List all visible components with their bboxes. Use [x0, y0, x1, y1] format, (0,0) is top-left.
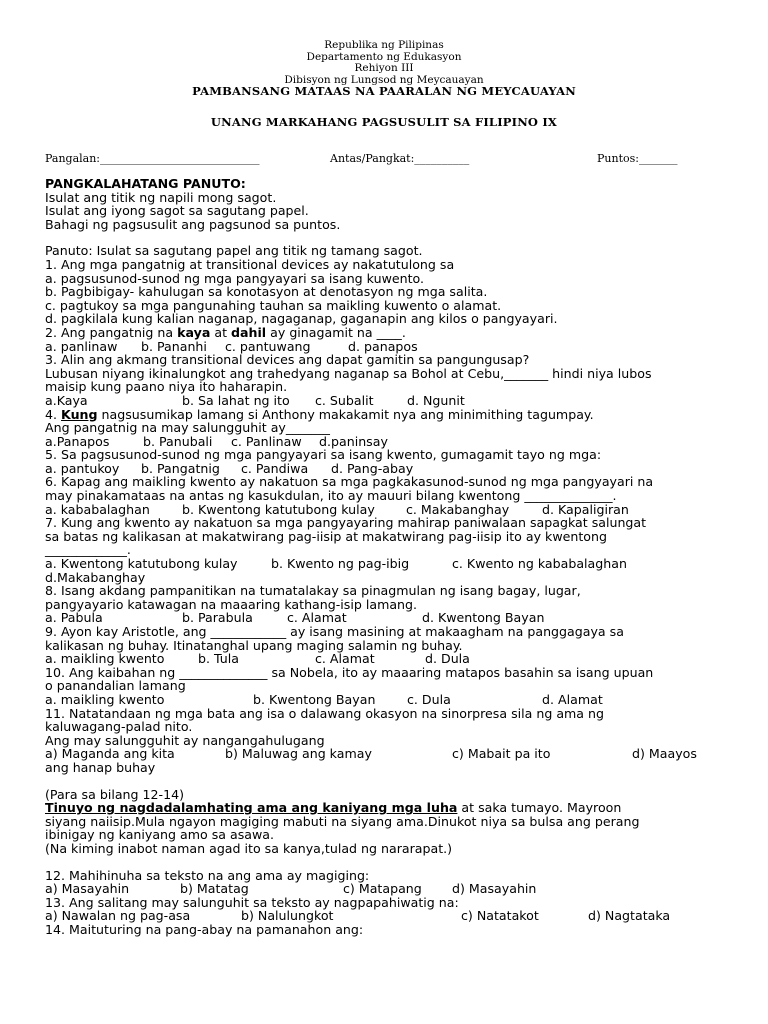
- question-5: 5. Sa pagsusunod-sunod ng mga pangyayari sa isang kwento, gumagamit tayo ng mga:: [45, 447, 602, 463]
- question-7: 7. Kung ang kwento ay nakatuon sa mga pangyayaring mahirap paniwalaan sapagkat salungat: [45, 515, 647, 531]
- q1-option-c: c. pagtukoy sa mga pangunahing tauhan sa maikling kuwento o alamat.: [45, 297, 502, 313]
- question-10-cont: o panandalian lamang: [45, 678, 186, 694]
- q1-option-d: d. pagkilala kung kalian naganap, nagaganap, gaganapin ang kilos o pangyayari.: [45, 311, 558, 327]
- question-1: 1. Ang mga pangatnig at transitional devices ay nakatutulong sa: [45, 256, 455, 272]
- exam-body: [45, 177, 735, 936]
- q4-sub: Ang pangatnig na may salungguhit ay_______: [45, 420, 330, 436]
- q1-option-a: a. pagsusunod-sunod ng mga pangyayari sa isang kuwento.: [45, 270, 425, 286]
- question-3: 3. Alin ang akmang transitional devices ang dapat gamitin sa pangungusap?: [45, 352, 530, 368]
- panuto-line: Panuto: Isulat sa sagutang papel ang titik ng tamang sagot.: [45, 243, 423, 259]
- q13-option-a: a) Nawalan ng pag-asa: [45, 908, 191, 924]
- q9-options: [45, 652, 735, 666]
- q5-option-d: d. Pang-abay: [331, 460, 414, 476]
- question-6: 6. Kapag ang maikling kwento ay nakatuon sa mga pagkakasunod-sunod ng mga pangyayari na: [45, 474, 654, 490]
- q2-option-a: a. panlinaw: [45, 338, 118, 354]
- underlined-word: Kung: [61, 406, 98, 422]
- q11-options: [45, 747, 735, 761]
- question-14: 14. Maituturing na pang-abay na pamanahon ang:: [45, 921, 364, 937]
- q9-option-b: b. Tula: [198, 651, 239, 667]
- q13-option-b: b) Nalulungkot: [241, 908, 334, 924]
- passage-label: (Para sa bilang 12-14): [45, 786, 185, 802]
- q12-option-d: d) Masayahin: [452, 881, 537, 897]
- q10-option-a: a. maikling kwento: [45, 691, 165, 707]
- question-11: 11. Natatandaan ng mga bata ang isa o dalawang okasyon na sinorpresa sila ng ama ng: [45, 705, 605, 721]
- question-2: 2. Ang pangatnig na kaya at dahil ay ginagamit na ____.: [45, 324, 406, 340]
- q7-option-a: a. Kwentong katutubong kulay: [45, 556, 238, 572]
- question-12: 12. Mahihinuha sa teksto na ang ama ay magiging:: [45, 867, 370, 883]
- q12-option-b: b) Matatag: [180, 881, 249, 897]
- q7-option-c: c. Kwento ng kababalaghan: [452, 556, 627, 572]
- question-7-blank: _____________.: [45, 542, 131, 558]
- document-header: [0, 40, 768, 98]
- name-field[interactable]: Pangalan:_____________________________: [45, 152, 260, 165]
- q8-option-a: a. Pabula: [45, 610, 103, 626]
- school-name: PAMBANSANG MATAAS NA PAARALAN NG MEYCAUAYAN: [192, 84, 576, 98]
- q8-options: [45, 611, 735, 625]
- q12-options: [45, 882, 735, 896]
- q8-option-d: d. Kwentong Bayan: [422, 610, 545, 626]
- instruction-line: Isulat ang titik ng napili mong sagot.: [45, 189, 277, 205]
- q4-option-d: d.paninsay: [319, 433, 388, 449]
- q6-options: [45, 503, 735, 517]
- department-line: Departamento ng Edukasyon: [306, 50, 462, 63]
- q5-option-c: c. Pandiwa: [241, 460, 309, 476]
- question-8-cont: pangyayario katawagan na maaaring kathang-isip lamang.: [45, 596, 418, 612]
- q11-option-b: b) Maluwag ang kamay: [225, 746, 372, 762]
- q10-option-d: d. Alamat: [542, 691, 603, 707]
- q2-options: [45, 340, 735, 354]
- q9-option-c: c. Alamat: [315, 651, 375, 667]
- question-9: 9. Ayon kay Aristotle, ang ____________ ay isang masining at makaagham na panggagaya sa: [45, 624, 624, 639]
- instruction-line: Isulat ang iyong sagot sa sagutang papel.: [45, 203, 309, 219]
- division-line: Dibisyon ng Lungsod ng Meycauayan: [284, 73, 484, 86]
- q10-options: [45, 693, 735, 707]
- q3-text: Lubusan niyang ikinalungkot ang trahedyang naganap sa Bohol at Cebu,_______ hindi niya lubos: [45, 365, 652, 381]
- q4-option-b: b. Panubali: [143, 433, 213, 449]
- passage-line: Tinuyo ng nagdadalamhating ama ang kaniyang mga luha at saka tumayo. Mayroon: [45, 800, 622, 816]
- q3-option-b: b. Sa lahat ng ito: [182, 392, 290, 408]
- question-7-cont: sa batas ng kalikasan at makatwirang pag-iisip at makatwirang pag-iisip ito ay kwentong: [45, 528, 607, 544]
- q6-option-a: a. kababalaghan: [45, 501, 150, 517]
- q5-options: [45, 462, 735, 476]
- q5-option-a: a. pantukoy: [45, 460, 120, 476]
- question-9-cont: kalikasan ng buhay. Itinatanghal upang maging salamin ng buhay.: [45, 637, 463, 653]
- q4-options: [45, 435, 735, 449]
- instruction-line: Bahagi ng pagsusulit ang pagsunod sa puntos.: [45, 216, 341, 232]
- q10-option-b: b. Kwentong Bayan: [253, 691, 376, 707]
- q8-option-b: b. Parabula: [182, 610, 253, 626]
- q9-option-a: a. maikling kwento: [45, 651, 165, 667]
- passage-line: ibinigay ng kaniyang amo sa asawa.: [45, 827, 275, 843]
- q3-text: maisip kung paano niya ito haharapin.: [45, 379, 288, 395]
- q12-option-a: a) Masayahin: [45, 881, 130, 897]
- q3-option-c: c. Subalit: [315, 392, 374, 408]
- question-10: 10. Ang kaibahan ng ______________ sa Nobela, ito ay maaaring matapos basahin sa isang upuan: [45, 664, 654, 680]
- passage-line: (Na kiming inabot naman agad ito sa kanya,tulad ng nararapat.): [45, 840, 453, 856]
- q4-option-a: a.Panapos: [45, 433, 110, 449]
- region-line: Rehiyon III: [354, 62, 414, 74]
- passage-underlined: Tinuyo ng nagdadalamhating ama ang kaniyang mga luha: [45, 800, 458, 816]
- q13-options: [45, 909, 735, 923]
- q2-option-c: c. pantuwang: [225, 338, 311, 354]
- q4-option-c: c. Panlinaw: [231, 433, 302, 449]
- q3-options: [45, 394, 735, 408]
- q5-option-b: b. Pangatnig: [141, 460, 220, 476]
- q10-option-c: c. Dula: [407, 691, 451, 707]
- q7-options: [45, 557, 735, 571]
- question-13: 13. Ang salitang may salunguhit sa teksto ay nagpapahiwatig na:: [45, 894, 459, 910]
- exam-title: UNANG MARKAHANG PAGSUSULIT SA FILIPINO IX: [210, 115, 558, 129]
- q11-option-d: d) Maayos: [632, 746, 697, 762]
- q2-option-d: d. panapos: [348, 338, 418, 354]
- section-field[interactable]: Antas/Pangkat:__________: [330, 152, 470, 165]
- q7-option-d: d.Makabanghay: [45, 569, 146, 585]
- question-8: 8. Isang akdang pampanitikan na tumatalakay sa pinagmulan ng isang bagay, lugar,: [45, 583, 581, 599]
- q6-option-c: c. Makabanghay: [406, 501, 510, 517]
- q12-option-c: c) Matapang: [343, 881, 422, 897]
- q11-option-d-cont: ang hanap buhay: [45, 759, 156, 775]
- q7-option-b: b. Kwento ng pag-ibig: [271, 556, 410, 572]
- q11-option-c: c) Mabait pa ito: [452, 746, 551, 762]
- q9-option-d: d. Dula: [425, 651, 470, 667]
- q11-option-a: a) Maganda ang kita: [45, 746, 175, 762]
- q2-option-b: b. Pananhi: [141, 338, 207, 354]
- q8-option-c: c. Alamat: [287, 610, 347, 626]
- republic-line: Republika ng Pilipinas: [324, 39, 444, 51]
- question-11-sub: Ang may salungguhit ay nangangahulugang: [45, 732, 325, 748]
- q13-option-c: c) Natatakot: [461, 908, 539, 924]
- instructions-heading: PANGKALAHATANG PANUTO:: [45, 176, 246, 191]
- q1-option-b: b. Pagbibigay- kahulugan sa konotasyon at denotasyon ng mga salita.: [45, 284, 488, 300]
- q6-option-b: b. Kwentong katutubong kulay: [182, 501, 375, 517]
- q6-option-d: d. Kapaligiran: [542, 501, 629, 517]
- question-4: 4. Kung nagsusumikap lamang si Anthony makakamit nya ang minimithing tagumpay.: [45, 406, 594, 422]
- q13-option-d: d) Nagtataka: [588, 908, 671, 924]
- passage-line: siyang naiisip.Mula ngayon magiging mabuti na siyang ama.Dinukot niya sa bulsa ang perang: [45, 813, 640, 829]
- q3-option-a: a.Kaya: [45, 392, 88, 408]
- q3-option-d: d. Ngunit: [407, 392, 465, 408]
- score-field[interactable]: Puntos:_______: [597, 152, 678, 165]
- question-11-cont: kaluwagang-palad nito.: [45, 719, 193, 735]
- question-6-cont: may pinakamataas na antas ng kasukdulan, ito ay mauuri bilang kwentong ______________.: [45, 488, 617, 504]
